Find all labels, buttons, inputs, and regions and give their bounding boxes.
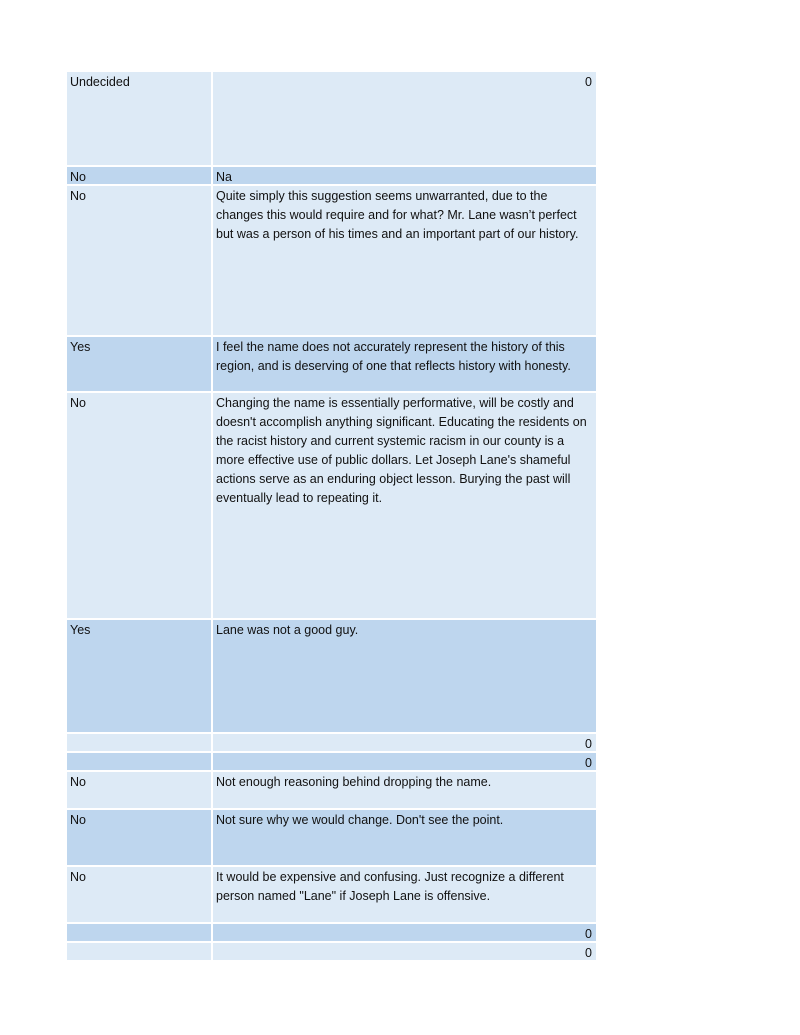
answer-cell: No bbox=[67, 393, 213, 620]
answer-cell bbox=[67, 753, 213, 772]
response-table bbox=[67, 72, 596, 962]
comment-cell: Quite simply this suggestion seems unwarranted, due to the changes this would require and for what? Mr. Lane wasn’t perfect but was a person of his times and an important part of our history. bbox=[213, 186, 596, 337]
table-row bbox=[67, 337, 596, 393]
comment-cell: Lane was not a good guy. bbox=[213, 620, 596, 734]
table-row bbox=[67, 924, 596, 943]
answer-cell: Undecided bbox=[67, 72, 213, 167]
table-row bbox=[67, 810, 596, 867]
answer-cell: Yes bbox=[67, 337, 213, 393]
comment-cell: Not enough reasoning behind dropping the name. bbox=[213, 772, 596, 810]
table-row bbox=[67, 867, 596, 924]
table-row bbox=[67, 393, 596, 620]
comment-cell: 0 bbox=[213, 72, 596, 167]
table-row bbox=[67, 734, 596, 753]
answer-cell bbox=[67, 734, 213, 753]
comment-cell: 0 bbox=[213, 943, 596, 962]
comment-cell: Na bbox=[213, 167, 596, 186]
comment-cell: I feel the name does not accurately represent the history of this region, and is deserving of one that reflects history with honesty. bbox=[213, 337, 596, 393]
table-row bbox=[67, 753, 596, 772]
answer-cell: No bbox=[67, 810, 213, 867]
answer-cell bbox=[67, 924, 213, 943]
answer-cell: No bbox=[67, 867, 213, 924]
comment-cell: Changing the name is essentially performative, will be costly and doesn't accomplish anything significant. Educating the residents on the racist history and current systemic racism in our county is a more effective use of public dollars. Let Joseph Lane's shameful actions serve as an enduring object lesson. Burying the past will eventually lead to repeating it. bbox=[213, 393, 596, 620]
answer-cell: Yes bbox=[67, 620, 213, 734]
table-row bbox=[67, 72, 596, 167]
answer-cell bbox=[67, 943, 213, 962]
comment-cell: 0 bbox=[213, 924, 596, 943]
table-row bbox=[67, 620, 596, 734]
table-row bbox=[67, 167, 596, 186]
table-row bbox=[67, 186, 596, 337]
comment-cell: 0 bbox=[213, 753, 596, 772]
comment-cell: It would be expensive and confusing. Just recognize a different person named "Lane" if Joseph Lane is offensive. bbox=[213, 867, 596, 924]
answer-cell: No bbox=[67, 167, 213, 186]
comment-cell: 0 bbox=[213, 734, 596, 753]
answer-cell: No bbox=[67, 186, 213, 337]
table-row bbox=[67, 772, 596, 810]
table-row bbox=[67, 943, 596, 962]
comment-cell: Not sure why we would change. Don't see the point. bbox=[213, 810, 596, 867]
answer-cell: No bbox=[67, 772, 213, 810]
